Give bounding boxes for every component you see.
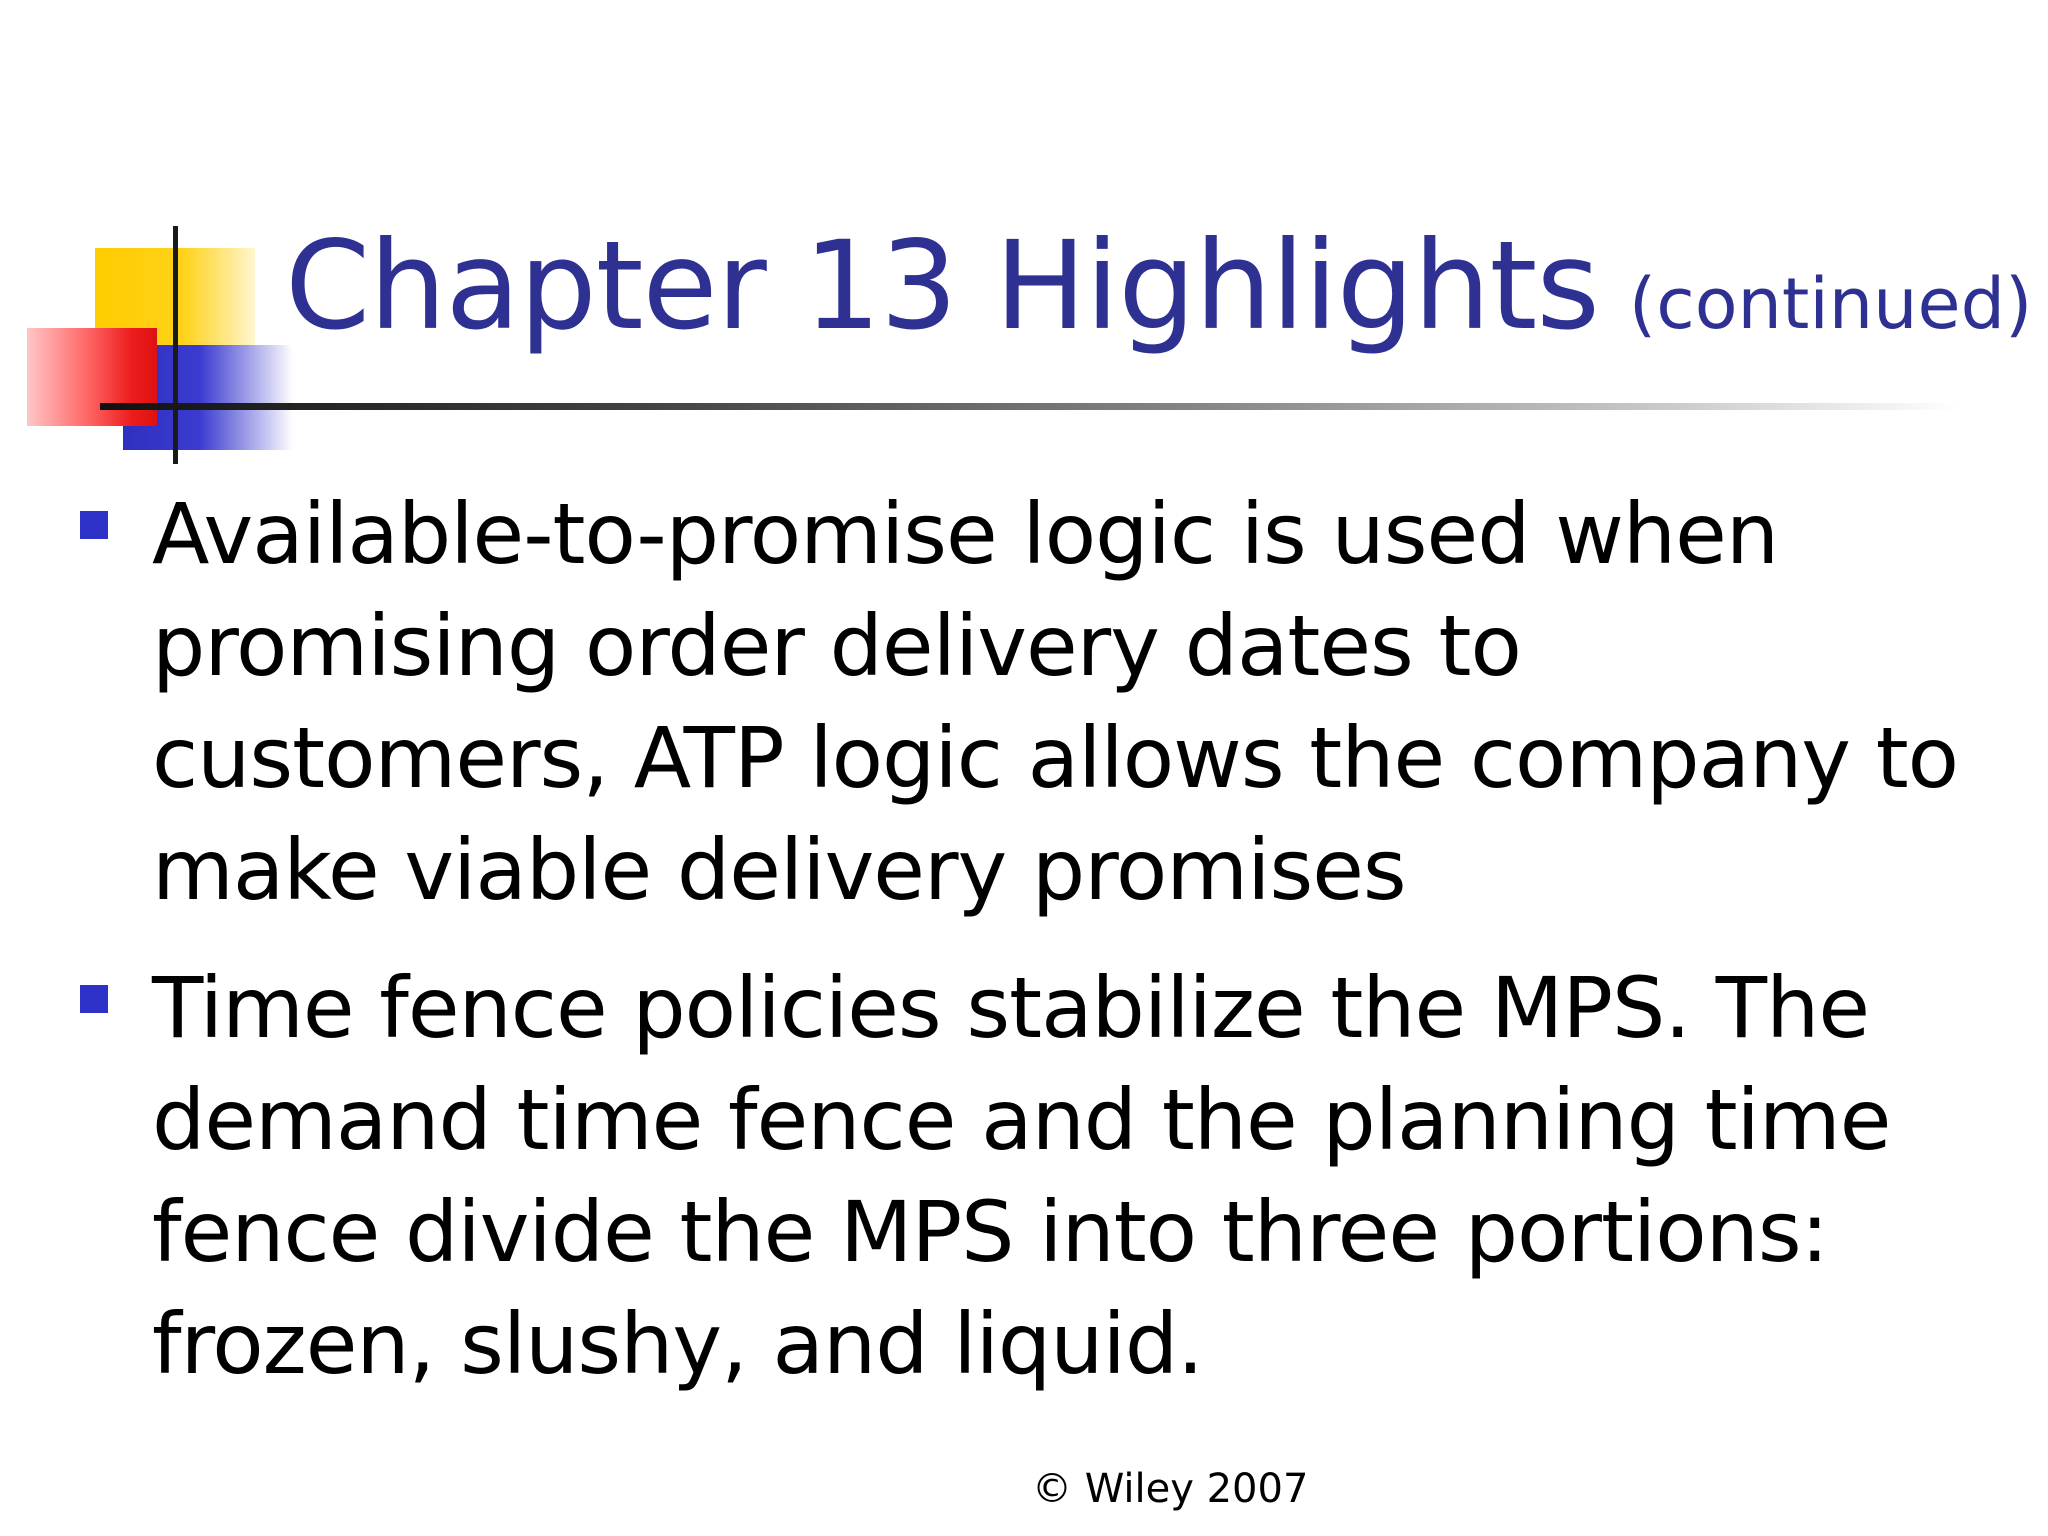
bullet-item [80, 952, 2000, 1400]
logo-red-square [27, 328, 157, 426]
copyright-footer: © Wiley 2007 [1032, 1466, 1309, 1512]
logo-vertical-line [173, 226, 178, 464]
slide-title-suffix: (continued) [1628, 263, 2033, 345]
bullet-text: Time fence policies stabilize the MPS. The demand time fence and the planning time fence divide the MPS into three portions: frozen, slushy, and liquid. [152, 959, 1891, 1393]
bullet-text: Available-to-promise logic is used when promising order delivery dates to customers, ATP logic allows the company to make viable delivery promises [152, 485, 1959, 919]
bullet-list [80, 478, 2000, 1426]
bullet-item [80, 478, 2000, 926]
slide-title [285, 215, 2033, 357]
title-underline [100, 403, 1960, 410]
square-bullet-icon [80, 511, 108, 539]
square-bullet-icon [80, 985, 108, 1013]
slide-title-main: Chapter 13 Highlights [285, 215, 1599, 357]
overlapping-squares-logo [0, 0, 300, 470]
